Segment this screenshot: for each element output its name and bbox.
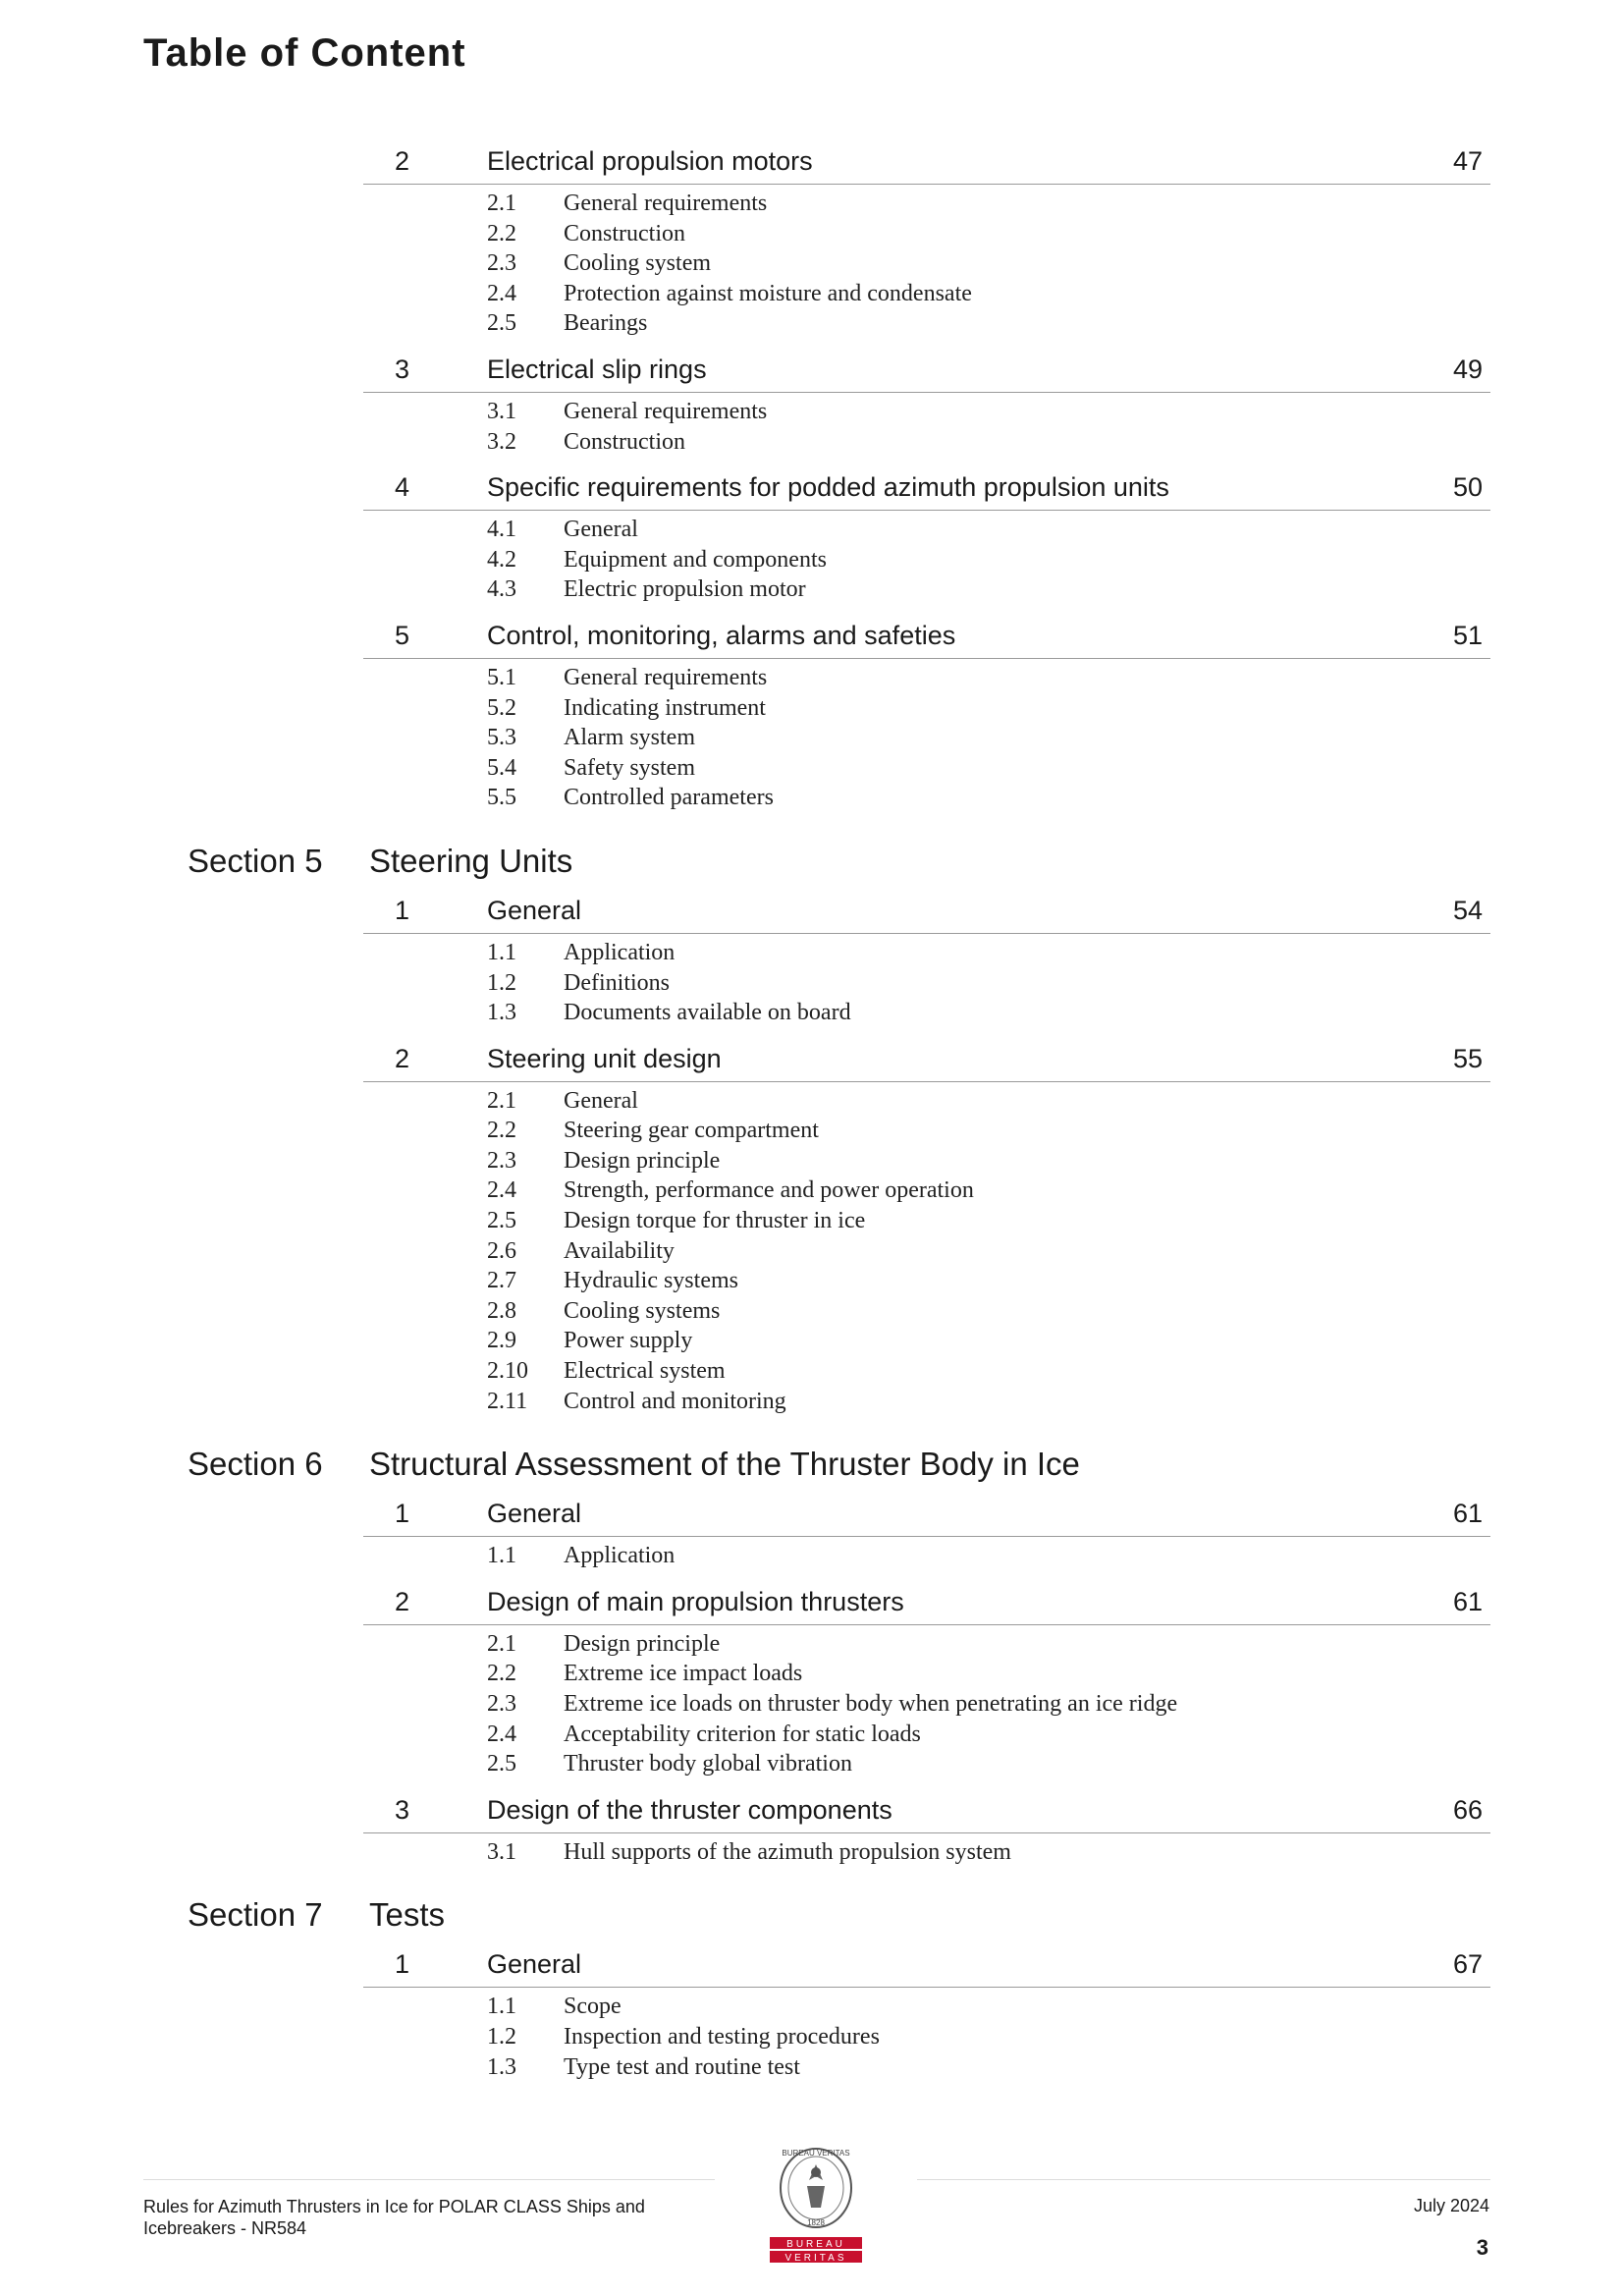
toc-article: [0, 1038, 1622, 1427]
article-title: General: [487, 1499, 582, 1529]
article-title: Electrical propulsion motors: [487, 146, 813, 176]
subsection-number: 2.1: [487, 191, 516, 216]
subsection-title: Inspection and testing procedures: [564, 2023, 880, 2050]
svg-text:BUREAU: BUREAU: [786, 2239, 845, 2250]
subsection-number: 2.5: [487, 310, 516, 337]
subsection-item[interactable]: [487, 1541, 1622, 1571]
subsection-title: Indicating instrument: [564, 694, 766, 721]
toc-article-row[interactable]: [363, 1493, 1490, 1537]
subsection-item[interactable]: [487, 1206, 1622, 1236]
subsection-item[interactable]: [487, 938, 1622, 968]
toc-article-row[interactable]: [363, 1943, 1490, 1988]
subsection-item[interactable]: [487, 427, 1622, 458]
svg-text:BUREAU VERITAS: BUREAU VERITAS: [782, 2149, 850, 2158]
subsection-item[interactable]: [487, 515, 1622, 545]
subsection-list: [487, 1988, 1622, 2092]
subsection-title: Protection against moisture and condensate: [564, 280, 972, 306]
subsection-number: 2.9: [487, 1328, 516, 1354]
article-number: 1: [395, 895, 410, 925]
article-number: 2: [395, 1586, 410, 1616]
toc-article: [0, 140, 1622, 349]
subsection-number: 1.1: [487, 1994, 516, 2020]
subsection-title: Construction: [564, 428, 685, 455]
subsection-title: Strength, performance and power operation: [564, 1177, 974, 1204]
footer-divider-left: [143, 2179, 715, 2180]
subsection-item[interactable]: [487, 1720, 1622, 1750]
subsection-number: 3.2: [487, 428, 516, 455]
subsection-item[interactable]: [487, 1659, 1622, 1689]
article-number: 4: [395, 472, 410, 503]
article-title: General: [487, 895, 582, 925]
subsection-number: 2.3: [487, 250, 516, 277]
page-title: Table of Content: [143, 31, 466, 75]
toc-article: [0, 466, 1622, 615]
subsection-number: 4.3: [487, 576, 516, 603]
article-title: Design of the thruster components: [487, 1794, 892, 1825]
subsection-title: Alarm system: [564, 725, 695, 751]
section-label[interactable]: Section 7: [188, 1896, 323, 1934]
subsection-number: 1.1: [487, 1543, 516, 1569]
subsection-item[interactable]: [487, 574, 1622, 605]
subsection-item[interactable]: [487, 248, 1622, 279]
subsection-item[interactable]: [487, 1749, 1622, 1779]
subsection-number: 1.2: [487, 969, 516, 996]
section-heading: [0, 1434, 1622, 1493]
subsection-number: 2.3: [487, 1691, 516, 1717]
subsection-title: Hydraulic systems: [564, 1268, 738, 1294]
article-title: General: [487, 1949, 582, 1980]
article-number: 2: [395, 146, 410, 176]
svg-text:1828: 1828: [807, 2218, 825, 2227]
article-page: 47: [1452, 146, 1483, 176]
subsection-title: General requirements: [564, 191, 768, 216]
subsection-number: 2.4: [487, 1177, 516, 1204]
subsection-title: Thruster body global vibration: [564, 1751, 852, 1777]
subsection-number: 5.5: [487, 785, 516, 811]
subsection-number: 2.1: [487, 1630, 516, 1657]
toc-article-row[interactable]: [363, 1789, 1490, 1833]
subsection-item[interactable]: [487, 189, 1622, 219]
subsection-item[interactable]: [487, 1236, 1622, 1267]
subsection-list: [487, 659, 1622, 823]
section-label[interactable]: Section 6: [188, 1446, 323, 1483]
subsection-number: 2.6: [487, 1237, 516, 1264]
subsection-title: Scope: [564, 1994, 622, 2020]
subsection-number: 2.1: [487, 1087, 516, 1114]
toc-article: [0, 1581, 1622, 1789]
subsection-number: 2.10: [487, 1358, 528, 1385]
toc-article-row[interactable]: [363, 1581, 1490, 1625]
subsection-title: Hull supports of the azimuth propulsion system: [564, 1838, 1011, 1865]
subsection-number: 1.1: [487, 939, 516, 965]
svg-text:VERITAS: VERITAS: [784, 2253, 847, 2264]
subsection-title: Application: [564, 939, 676, 965]
table-of-contents: [0, 140, 1622, 2092]
subsection-item[interactable]: [487, 1356, 1622, 1387]
subsection-number: 1.3: [487, 1000, 516, 1026]
subsection-item[interactable]: [487, 2052, 1622, 2083]
toc-article-row[interactable]: [363, 466, 1490, 511]
subsection-list: [487, 393, 1622, 466]
subsection-item[interactable]: [487, 998, 1622, 1028]
subsection-item[interactable]: [487, 1146, 1622, 1176]
article-title: Electrical slip rings: [487, 354, 707, 384]
subsection-item[interactable]: [487, 1116, 1622, 1146]
toc-article-row[interactable]: [363, 890, 1490, 934]
subsection-list: [487, 1833, 1622, 1878]
subsection-title: Extreme ice impact loads: [564, 1661, 803, 1687]
subsection-item[interactable]: [487, 2022, 1622, 2052]
subsection-title: Definitions: [564, 969, 670, 996]
subsection-item[interactable]: [487, 1326, 1622, 1356]
subsection-title: Cooling systems: [564, 1297, 721, 1324]
subsection-number: 2.7: [487, 1268, 516, 1294]
subsection-number: 2.3: [487, 1147, 516, 1174]
subsection-item[interactable]: [487, 1689, 1622, 1720]
subsection-title: Bearings: [564, 310, 648, 337]
article-title: Control, monitoring, alarms and safeties: [487, 620, 956, 650]
subsection-number: 5.3: [487, 725, 516, 751]
subsection-item[interactable]: [487, 968, 1622, 999]
subsection-item[interactable]: [487, 723, 1622, 753]
toc-article-row[interactable]: [363, 140, 1490, 185]
subsection-item[interactable]: [487, 1296, 1622, 1327]
subsection-list: [487, 1537, 1622, 1581]
footer-date: July 2024: [1413, 2196, 1489, 2215]
section-label[interactable]: Section 5: [188, 842, 323, 879]
subsection-title: Equipment and components: [564, 546, 827, 573]
subsection-list: [487, 511, 1622, 615]
article-page: 55: [1452, 1043, 1483, 1073]
subsection-item[interactable]: [487, 783, 1622, 813]
subsection-item[interactable]: [487, 219, 1622, 249]
subsection-title: Control and monitoring: [564, 1388, 786, 1414]
subsection-title: Electric propulsion motor: [564, 576, 806, 603]
article-page: 61: [1452, 1499, 1483, 1529]
subsection-title: Controlled parameters: [564, 785, 774, 811]
toc-article: [0, 615, 1622, 823]
subsection-item[interactable]: [487, 1266, 1622, 1296]
toc-article: [0, 349, 1622, 466]
subsection-list: [487, 1625, 1622, 1789]
subsection-number: 2.2: [487, 1661, 516, 1687]
subsection-item[interactable]: [487, 693, 1622, 724]
subsection-list: [487, 1082, 1622, 1427]
subsection-title: Documents available on board: [564, 1000, 851, 1026]
article-number: 5: [395, 620, 410, 650]
article-page: 50: [1452, 472, 1483, 503]
subsection-number: 2.2: [487, 220, 516, 246]
subsection-title: Availability: [564, 1237, 675, 1264]
subsection-number: 5.1: [487, 664, 516, 690]
subsection-number: 2.5: [487, 1751, 516, 1777]
section-heading: [0, 1885, 1622, 1943]
subsection-list: [487, 934, 1622, 1038]
subsection-title: Safety system: [564, 754, 695, 781]
article-number: 1: [395, 1949, 410, 1980]
subsection-title: Construction: [564, 220, 685, 246]
subsection-title: General requirements: [564, 664, 768, 690]
subsection-title: Design principle: [564, 1630, 721, 1657]
toc-article: [0, 890, 1622, 1038]
toc-article-row[interactable]: [363, 349, 1490, 393]
subsection-title: Power supply: [564, 1328, 693, 1354]
subsection-item[interactable]: [487, 279, 1622, 309]
article-page: 66: [1452, 1794, 1483, 1825]
subsection-number: 5.4: [487, 754, 516, 781]
subsection-number: 1.2: [487, 2023, 516, 2050]
toc-article: [0, 1789, 1622, 1878]
subsection-item[interactable]: [487, 1086, 1622, 1117]
subsection-number: 2.5: [487, 1208, 516, 1234]
subsection-title: Acceptability criterion for static loads: [564, 1721, 921, 1747]
article-number: 3: [395, 1794, 410, 1825]
subsection-number: 1.3: [487, 2053, 516, 2080]
subsection-item[interactable]: [487, 1387, 1622, 1417]
subsection-number: 2.4: [487, 280, 516, 306]
subsection-title: Design principle: [564, 1147, 721, 1174]
toc-article: [0, 1493, 1622, 1581]
page-number: 3: [1476, 2235, 1488, 2260]
subsection-number: 2.8: [487, 1297, 516, 1324]
subsection-item[interactable]: [487, 1629, 1622, 1660]
subsection-title: Design torque for thruster in ice: [564, 1208, 866, 1234]
subsection-title: General: [564, 1087, 638, 1114]
subsection-item[interactable]: [487, 1175, 1622, 1206]
subsection-number: 3.1: [487, 1838, 516, 1865]
toc-article: [0, 1943, 1622, 2092]
footer-divider-right: [917, 2179, 1490, 2180]
subsection-title: Steering gear compartment: [564, 1118, 819, 1144]
subsection-title: Application: [564, 1543, 676, 1569]
subsection-number: 4.1: [487, 517, 516, 543]
subsection-title: General: [564, 517, 638, 543]
subsection-title: General requirements: [564, 398, 768, 424]
subsection-number: 2.2: [487, 1118, 516, 1144]
subsection-item[interactable]: [487, 545, 1622, 575]
article-number: 1: [395, 1499, 410, 1529]
article-title: Design of main propulsion thrusters: [487, 1586, 904, 1616]
article-number: 3: [395, 354, 410, 384]
article-number: 2: [395, 1043, 410, 1073]
section-title[interactable]: Tests: [369, 1896, 446, 1934]
subsection-title: Electrical system: [564, 1358, 726, 1385]
toc-article-row[interactable]: [363, 615, 1490, 659]
subsection-item[interactable]: [487, 1837, 1622, 1868]
subsection-number: 4.2: [487, 546, 516, 573]
section-title[interactable]: Structural Assessment of the Thruster Body in Ice: [369, 1446, 1080, 1483]
article-page: 54: [1452, 895, 1483, 925]
bureau-veritas-logo: [764, 2147, 868, 2267]
subsection-list: [487, 185, 1622, 349]
article-page: 51: [1452, 620, 1483, 650]
subsection-title: Extreme ice loads on thruster body when penetrating an ice ridge: [564, 1691, 1178, 1717]
subsection-item[interactable]: [487, 308, 1622, 339]
subsection-number: 2.11: [487, 1388, 528, 1414]
subsection-number: 5.2: [487, 694, 516, 721]
article-page: 61: [1452, 1586, 1483, 1616]
section-title[interactable]: Steering Units: [369, 842, 573, 879]
subsection-title: Cooling system: [564, 250, 712, 277]
subsection-number: 2.4: [487, 1721, 516, 1747]
article-title: Specific requirements for podded azimuth propulsion units: [487, 472, 1169, 503]
subsection-title: Type test and routine test: [564, 2053, 800, 2080]
toc-article-row[interactable]: [363, 1038, 1490, 1082]
subsection-item[interactable]: [487, 663, 1622, 693]
article-title: Steering unit design: [487, 1043, 722, 1073]
subsection-item[interactable]: [487, 753, 1622, 784]
subsection-item[interactable]: [487, 397, 1622, 427]
article-page: 49: [1452, 354, 1483, 384]
section-heading: [0, 831, 1622, 890]
footer-document-title: Rules for Azimuth Thrusters in Ice for POLAR CLASS Ships and Icebreakers - NR584: [143, 2197, 645, 2238]
subsection-number: 3.1: [487, 398, 516, 424]
subsection-item[interactable]: [487, 1992, 1622, 2022]
article-page: 67: [1452, 1949, 1483, 1980]
